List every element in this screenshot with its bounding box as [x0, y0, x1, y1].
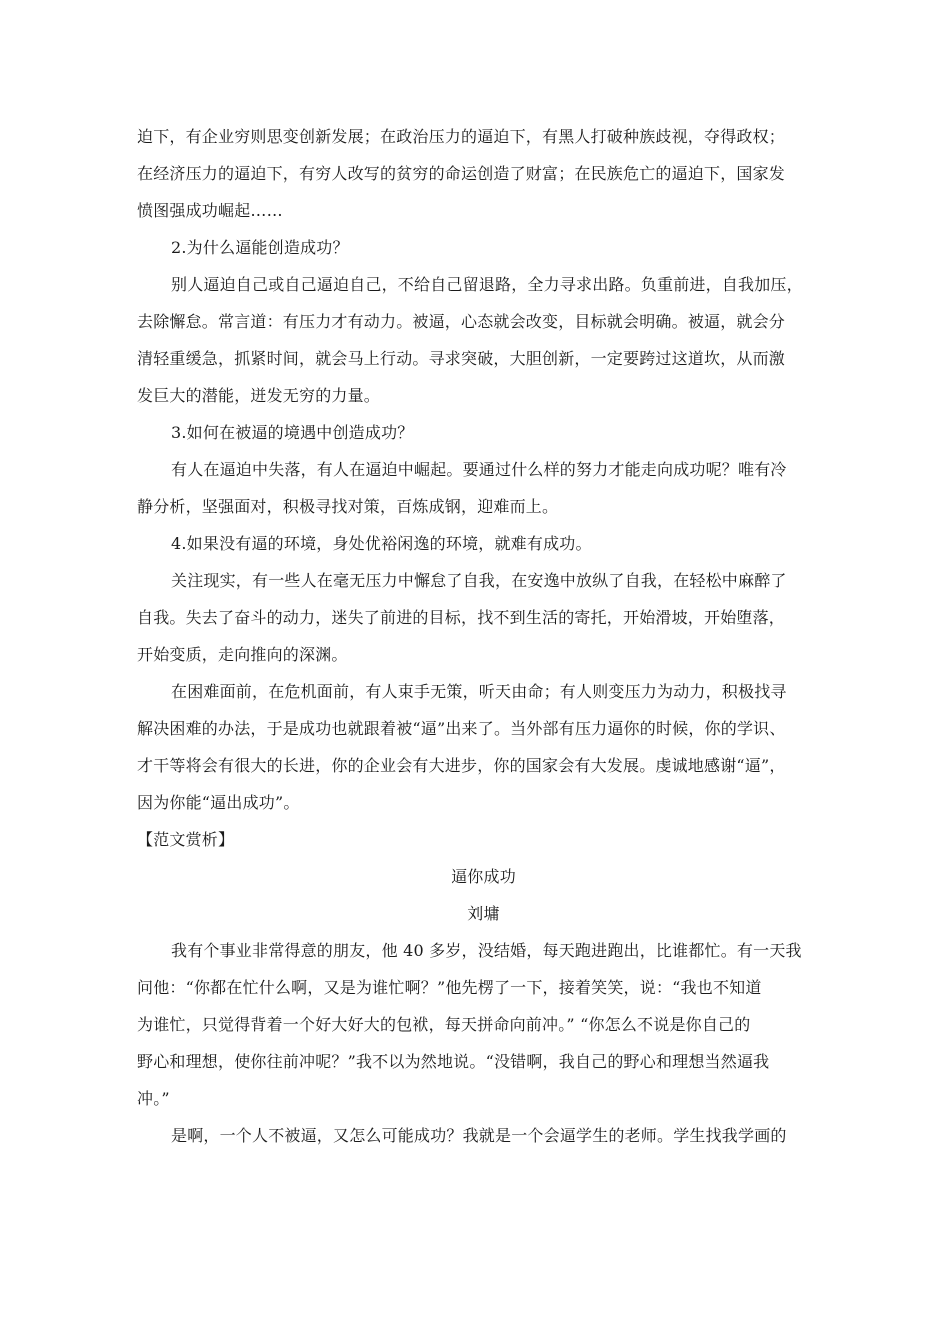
question-heading: 3.如何在被逼的境遇中创造成功？ [171, 423, 414, 442]
text-line: 是啊，一个人不被逼，又怎么可能成功？我就是一个会逼学生的老师。学生找我学画的 [171, 1126, 787, 1145]
text-line: 为谁忙，只觉得背着一个好大好大的包袱，每天拼命向前冲。” “你怎么不说是你自己的 [137, 1015, 751, 1034]
text-line: 有人在逼迫中失落，有人在逼迫中崛起。要通过什么样的努力才能走向成功呢？唯有冷 [171, 460, 787, 479]
intro-paragraph [137, 118, 830, 229]
text-line: 自我。失去了奋斗的动力，迷失了前进的目标，找不到生活的寄托，开始滑坡，开始堕落， [137, 608, 786, 627]
section-label: 【范文赏析】 [137, 830, 235, 849]
question-3-section [137, 414, 830, 525]
sample-essay-section [137, 821, 830, 1154]
text-line: 在经济压力的逼迫下，有穷人改写的贫穷的命运创造了财富；在民族危亡的逼迫下，国家发 [137, 164, 786, 183]
essay-title: 逼你成功 [451, 867, 516, 886]
question-heading: 4.如果没有逼的环境，身处优裕闲逸的环境，就难有成功。 [171, 534, 592, 553]
document-page [137, 118, 830, 1154]
text-line: 我有个事业非常得意的朋友，他 40 多岁，没结婚，每天跑进跑出，比谁都忙。有一天我 [171, 941, 802, 960]
text-line: 在困难面前，在危机面前，有人束手无策，听天由命；有人则变压力为动力，积极找寻 [171, 682, 787, 701]
text-line: 发巨大的潜能，迸发无穷的力量。 [137, 386, 381, 405]
question-heading: 2.为什么逼能创造成功？ [171, 238, 349, 257]
text-line: 愤图强成功崛起…… [137, 201, 283, 220]
text-line: 开始变质，走向推向的深渊。 [137, 645, 348, 664]
text-line: 别人逼迫自己或自己逼迫自己，不给自己留退路，全力寻求出路。负重前进，自我加压， [171, 275, 803, 294]
text-line: 因为你能“逼出成功”。 [137, 793, 300, 812]
question-2-section [137, 229, 830, 414]
text-line: 静分析，坚强面对，积极寻找对策，百炼成钢，迎难而上。 [137, 497, 559, 516]
question-4-section [137, 525, 830, 673]
text-line: 清轻重缓急，抓紧时间，就会马上行动。寻求突破，大胆创新，一定要跨过这道坎，从而激 [137, 349, 786, 368]
text-line: 迫下，有企业穷则思变创新发展；在政治压力的逼迫下，有黑人打破种族歧视，夺得政权； [137, 127, 786, 146]
text-line: 关注现实，有一些人在毫无压力中懈怠了自我，在安逸中放纵了自我，在轻松中麻醉了 [171, 571, 787, 590]
conclusion-paragraph [137, 673, 830, 821]
text-line: 问他：“你都在忙什么啊，又是为谁忙啊？”他先楞了一下，接着笑笑，说：“我也不知道 [137, 978, 762, 997]
text-line: 冲。” [137, 1089, 170, 1108]
text-line: 去除懈怠。常言道：有压力才有动力。被逼，心态就会改变，目标就会明确。被逼，就会分 [137, 312, 786, 331]
essay-author: 刘墉 [467, 904, 500, 923]
text-line: 解决困难的办法，于是成功也就跟着被“逼”出来了。当外部有压力逼你的时候，你的学识、 [137, 719, 786, 738]
text-line: 野心和理想，使你往前冲呢？”我不以为然地说。“没错啊，我自己的野心和理想当然逼我 [137, 1052, 770, 1071]
text-line: 才干等将会有很大的长进，你的企业会有大进步，你的国家会有大发展。虔诚地感谢“逼”， [137, 756, 786, 775]
